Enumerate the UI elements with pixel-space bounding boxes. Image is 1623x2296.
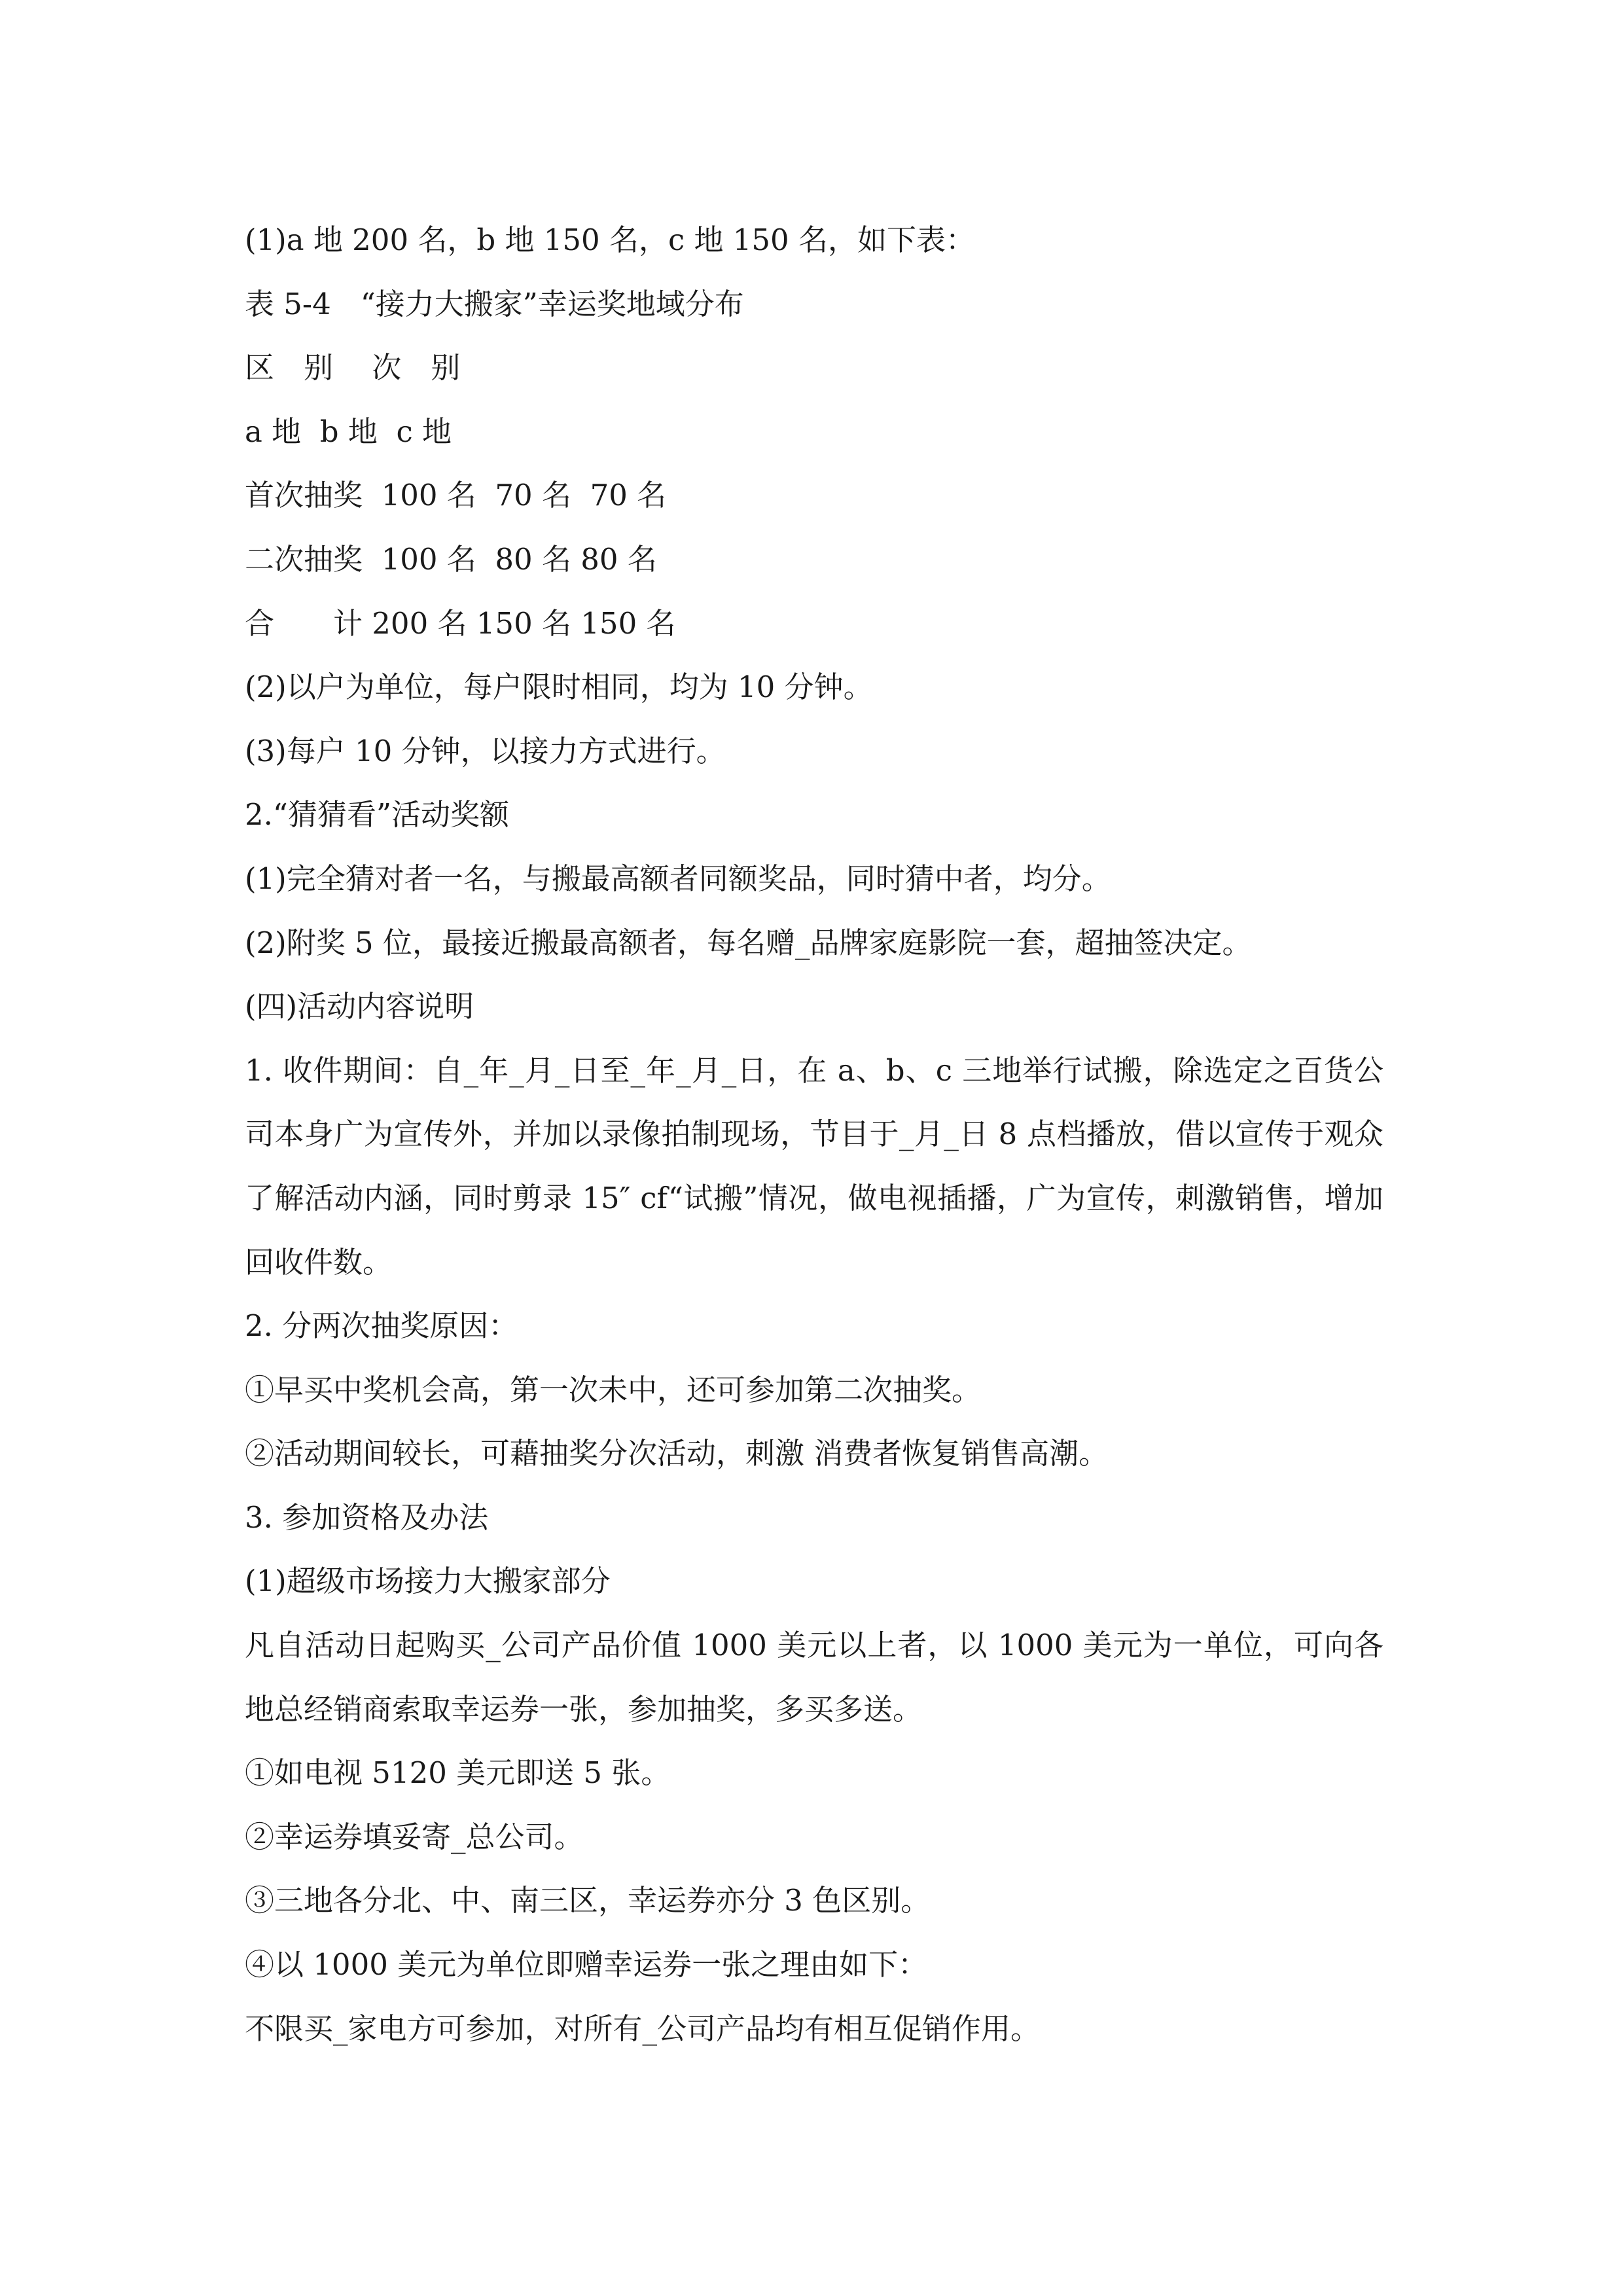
table-header-row: 区 别 次 别: [245, 350, 461, 386]
list-item: ②幸运券填妥寄_总公司。: [245, 1819, 584, 1854]
paragraph-eligibility: 凡自活动日起购买_公司产品价值 1000 美元以上者，以 1000 美元为一单位，可向各地总经销商索取幸运券一张，参加抽奖，多买多送。: [245, 1628, 1383, 1727]
text-line: (1)a 地 200 名，b 地 150 名，c 地 150 名，如下表：: [245, 223, 975, 257]
list-item: ②活动期间较长，可藉抽奖分次活动，刺激 消费者恢复销售高潮。: [245, 1436, 1109, 1471]
subsection-heading: (1)超级市场接力大搬家部分: [245, 1564, 611, 1599]
list-item: ③三地各分北、中、南三区，幸运券亦分 3 色区别。: [245, 1883, 931, 1918]
table-row: 首次抽奖 100 名 70 名 70 名: [245, 478, 667, 513]
list-item: ④以 1000 美元为单位即赠幸运券一张之理由如下：: [245, 1947, 928, 1982]
text-line: (2)以户为单位，每户限时相同，均为 10 分钟。: [245, 670, 873, 705]
list-item: ①如电视 5120 美元即送 5 张。: [245, 1755, 671, 1791]
document-body: [245, 208, 1383, 2060]
list-item: ①早买中奖机会高，第一次未中，还可参加第二次抽奖。: [245, 1372, 982, 1407]
text-line: (1)完全猜对者一名，与搬最高额者同额奖品，同时猜中者，均分。: [245, 861, 1111, 896]
text-line: (2)附奖 5 位，最接近搬最高额者，每名赠_品牌家庭影院一套，超抽签决定。: [245, 925, 1252, 960]
section-heading: 3. 参加资格及办法: [245, 1499, 489, 1535]
table-caption: 表 5-4 “接力大搬家”幸运奖地域分布: [245, 286, 744, 321]
text-line: 不限买_家电方可参加，对所有_公司产品均有相互促销作用。: [245, 2011, 1041, 2046]
section-heading: 2.“猜猜看”活动奖额: [245, 797, 509, 833]
section-heading: (四)活动内容说明: [245, 989, 474, 1024]
table-row: 二次抽奖 100 名 80 名 80 名: [245, 541, 657, 577]
table-total-row: 合 计 200 名 150 名 150 名: [245, 605, 676, 641]
table-header-row: a 地 b 地 c 地: [245, 414, 452, 449]
section-heading: 2. 分两次抽奖原因：: [245, 1308, 518, 1344]
text-line: (3)每户 10 分钟，以接力方式进行。: [245, 733, 726, 768]
paragraph-collection-period: 1. 收件期间：自_年_月_日至_年_月_日，在 a、b、c 三地举行试搬，除选定之百货公司本身广为宣传外，并加以录像拍制现场，节目于_月_日 8 点档播放，借以宣传于观众了解活动内涵，同时剪录 15″ cf“试搬”情况，做电视插播，广为宣传，刺激销售，增加回收件数。: [245, 1052, 1383, 1280]
